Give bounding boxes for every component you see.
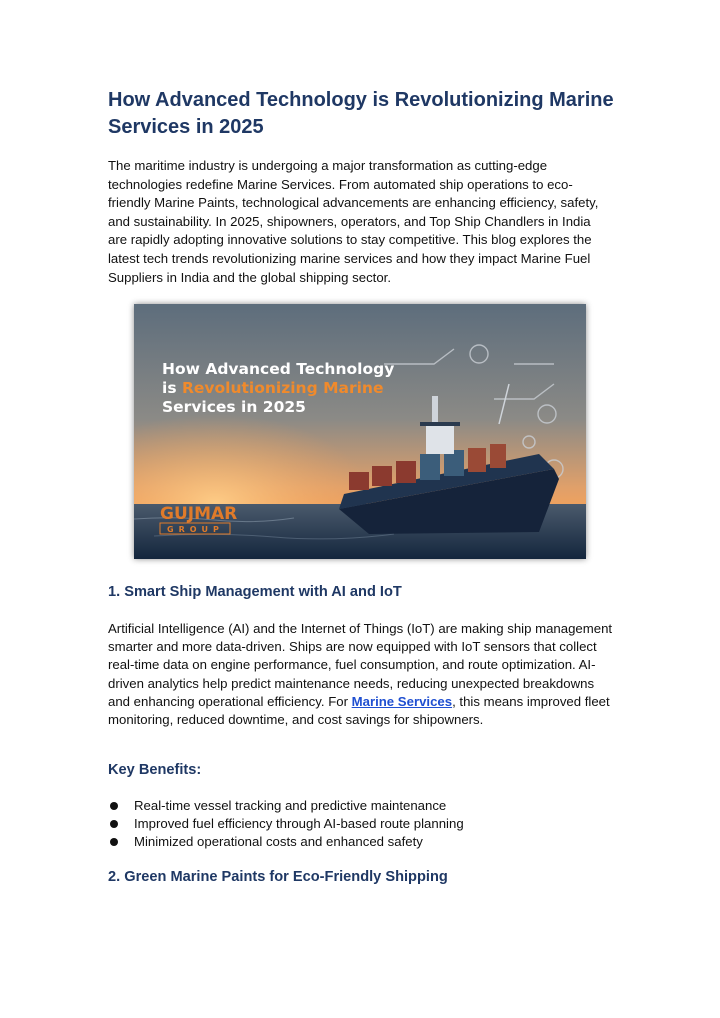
benefit-text: Minimized operational costs and enhanced safety (134, 834, 423, 849)
bullet-icon (110, 838, 118, 846)
hero-image (134, 304, 586, 559)
list-item (108, 797, 464, 815)
svg-text:is Revolutionizing Marine (162, 379, 383, 397)
benefit-text: Improved fuel efficiency through AI-based route planning (134, 816, 464, 831)
marine-services-link[interactable]: Marine Services (351, 693, 453, 709)
key-benefits-heading: Key Benefits: (108, 762, 202, 778)
bullet-icon (110, 820, 118, 828)
hero-line-2-highlight: Revolutionizing Marine (181, 379, 384, 397)
logo-text-top: GUJMAR (160, 504, 238, 524)
section-1-text-a: Artificial Intelligence (AI) and the Internet of Things (IoT) are making ship management smarter and more data-driven. Ships are now equipped with IoT sensors that collect real-time data on engine performance, fuel consumption, and route optimization. AI-driven analytics help predict maintenance needs, reducing unexpected breakdowns and enhancing operational efficiency. For (108, 621, 613, 709)
section-1-paragraph (108, 620, 613, 729)
key-benefits-list (108, 797, 464, 851)
logo-text-bottom: GROUP (167, 525, 224, 534)
hero-line-2-prefix: is (162, 379, 182, 397)
hero-line-3: Services in 2025 (162, 398, 306, 416)
hero-line-1: How Advanced Technology (162, 360, 395, 378)
bullet-icon (110, 802, 118, 810)
section-1-text-b: , this means improved fleet monitoring, reduced downtime, and cost savings for shipowners. (108, 693, 610, 728)
intro-paragraph: The maritime industry is undergoing a major transformation as cutting-edge technologies redefine Marine Services. From automated ship operations to eco-friendly Marine Paints, technological advancements are enhancing efficiency, safety, and sustainability. In 2025, shipowners, operators, and Top Ship Chandlers in India are rapidly adopting innovative solutions to stay competitive. This blog explores the latest tech trends revolutionizing marine services and how they impact Marine Fuel Suppliers in India and the global shipping sector. (108, 158, 599, 285)
list-item (108, 833, 464, 851)
list-item (108, 815, 464, 833)
section-1-heading: 1. Smart Ship Management with AI and IoT (108, 584, 402, 600)
benefit-text: Real-time vessel tracking and predictive maintenance (134, 798, 447, 813)
article-title: How Advanced Technology is Revolutionizing Marine Services in 2025 (108, 89, 614, 138)
section-2-heading: 2. Green Marine Paints for Eco-Friendly Shipping (108, 869, 448, 885)
